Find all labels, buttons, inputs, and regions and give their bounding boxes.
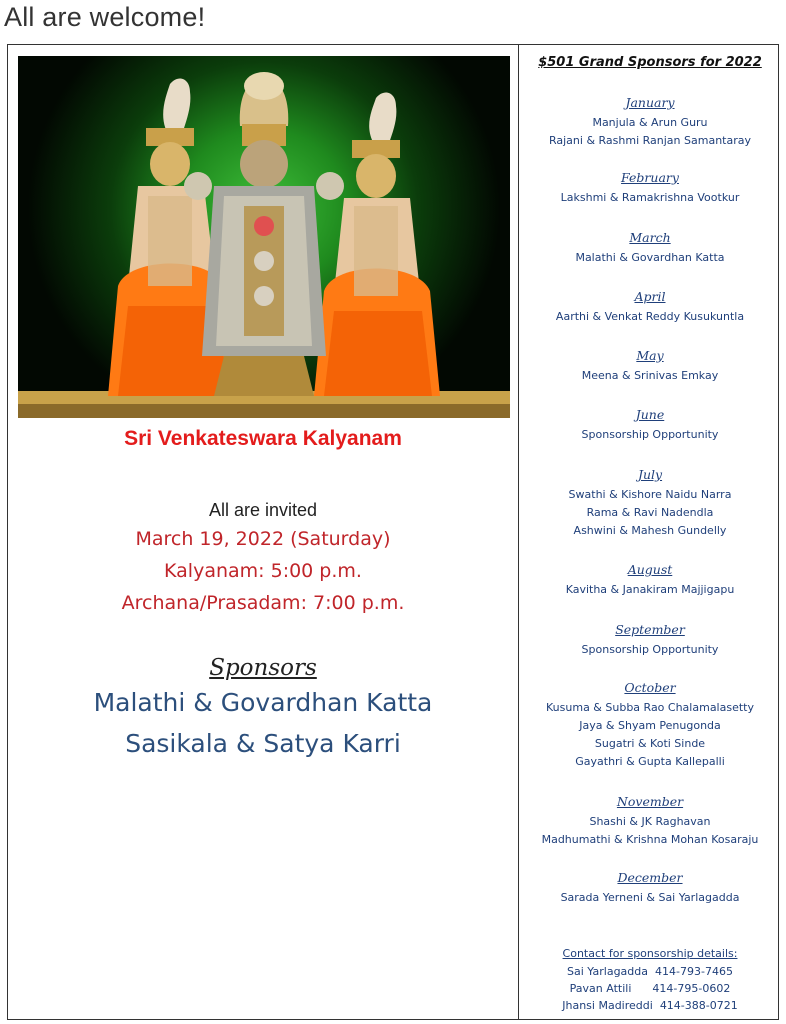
month-august xyxy=(519,562,781,599)
contact-info xyxy=(519,945,781,1014)
sponsor-name: Malathi & Govardhan Katta xyxy=(575,251,725,264)
month-label: September xyxy=(615,622,685,637)
month-label: February xyxy=(621,170,679,185)
contact-row xyxy=(519,997,781,1014)
month-november xyxy=(519,794,781,849)
contact-title: Contact for sponsorship details: xyxy=(562,947,738,960)
sponsor-name: Sugatri & Koti Sinde xyxy=(594,737,706,750)
month-july xyxy=(519,467,781,540)
sponsor-name: Manjula & Arun Guru xyxy=(592,116,708,129)
sponsor-name: Ashwini & Mahesh Gundelly xyxy=(573,524,727,537)
month-label: June xyxy=(635,407,665,422)
sponsor-name: Sponsorship Opportunity xyxy=(581,643,719,656)
sponsor-name: Rajani & Rashmi Ranjan Samantaray xyxy=(548,134,751,147)
flyer-main-column xyxy=(8,45,518,1019)
month-march xyxy=(519,230,781,267)
month-january xyxy=(519,95,781,150)
sponsor-name: Kusuma & Subba Rao Chalamalasetty xyxy=(546,701,754,714)
event-date: March 19, 2022 (Saturday) xyxy=(135,528,391,550)
deity-image xyxy=(18,56,510,418)
sponsor-name: Meena & Srinivas Emkay xyxy=(581,369,719,382)
event-sponsor: Sasikala & Satya Karri xyxy=(125,729,401,758)
archana-time: Archana/Prasadam: 7:00 p.m. xyxy=(121,592,405,614)
sponsor-name: Kavitha & Janakiram Majjigapu xyxy=(565,583,735,596)
sponsor-name: Lakshmi & Ramakrishna Vootkur xyxy=(560,191,740,204)
contact-row xyxy=(519,980,781,997)
event-flyer xyxy=(7,44,779,1020)
event-sponsor: Malathi & Govardhan Katta xyxy=(93,688,433,717)
month-october xyxy=(519,680,781,771)
month-label: May xyxy=(636,348,664,363)
month-december xyxy=(519,870,781,907)
month-may xyxy=(519,348,781,385)
contact-phone: 414-793-7465 xyxy=(655,965,733,978)
month-label: January xyxy=(625,95,675,110)
month-february xyxy=(519,170,781,207)
month-label: October xyxy=(624,680,676,695)
contact-name: Sai Yarlagadda xyxy=(567,965,649,978)
sponsor-name: Madhumathi & Krishna Mohan Kosaraju xyxy=(541,833,759,846)
grand-sponsors-column xyxy=(518,45,780,1019)
invitation-text: All are invited xyxy=(208,500,318,520)
sponsor-name: Shashi & JK Raghavan xyxy=(589,815,711,828)
grand-sponsors-title: $501 Grand Sponsors for 2022 xyxy=(538,55,762,70)
contact-phone: 414-795-0602 xyxy=(652,982,731,995)
sponsor-name: Sarada Yerneni & Sai Yarlagadda xyxy=(560,891,740,904)
month-april xyxy=(519,289,781,326)
contact-phone: 414-388-0721 xyxy=(659,999,738,1012)
month-june xyxy=(519,407,781,444)
event-title: Sri Venkateswara Kalyanam xyxy=(124,427,402,450)
month-september xyxy=(519,622,781,659)
month-label: December xyxy=(617,870,683,885)
sponsor-name: Jaya & Shyam Penugonda xyxy=(579,719,721,732)
sponsor-name: Rama & Ravi Nadendla xyxy=(586,506,714,519)
sponsor-name: Sponsorship Opportunity xyxy=(581,428,719,441)
deity-illustration xyxy=(18,56,510,418)
month-label: August xyxy=(627,562,673,577)
sponsor-name: Aarthi & Venkat Reddy Kusukuntla xyxy=(555,310,745,323)
contact-name: Jhansi Madireddi xyxy=(562,999,653,1012)
contact-row xyxy=(519,963,781,980)
month-label: March xyxy=(629,230,671,245)
month-label: April xyxy=(634,289,666,304)
month-label: November xyxy=(616,794,684,809)
sponsors-heading: Sponsors xyxy=(209,655,317,681)
sponsor-name: Swathi & Kishore Naidu Narra xyxy=(568,488,732,501)
welcome-heading: All are welcome! xyxy=(4,2,206,32)
contact-name: Pavan Attili xyxy=(569,982,632,995)
kalyanam-time: Kalyanam: 5:00 p.m. xyxy=(164,560,362,582)
month-label: July xyxy=(637,467,663,482)
sponsor-name: Gayathri & Gupta Kallepalli xyxy=(575,755,725,768)
